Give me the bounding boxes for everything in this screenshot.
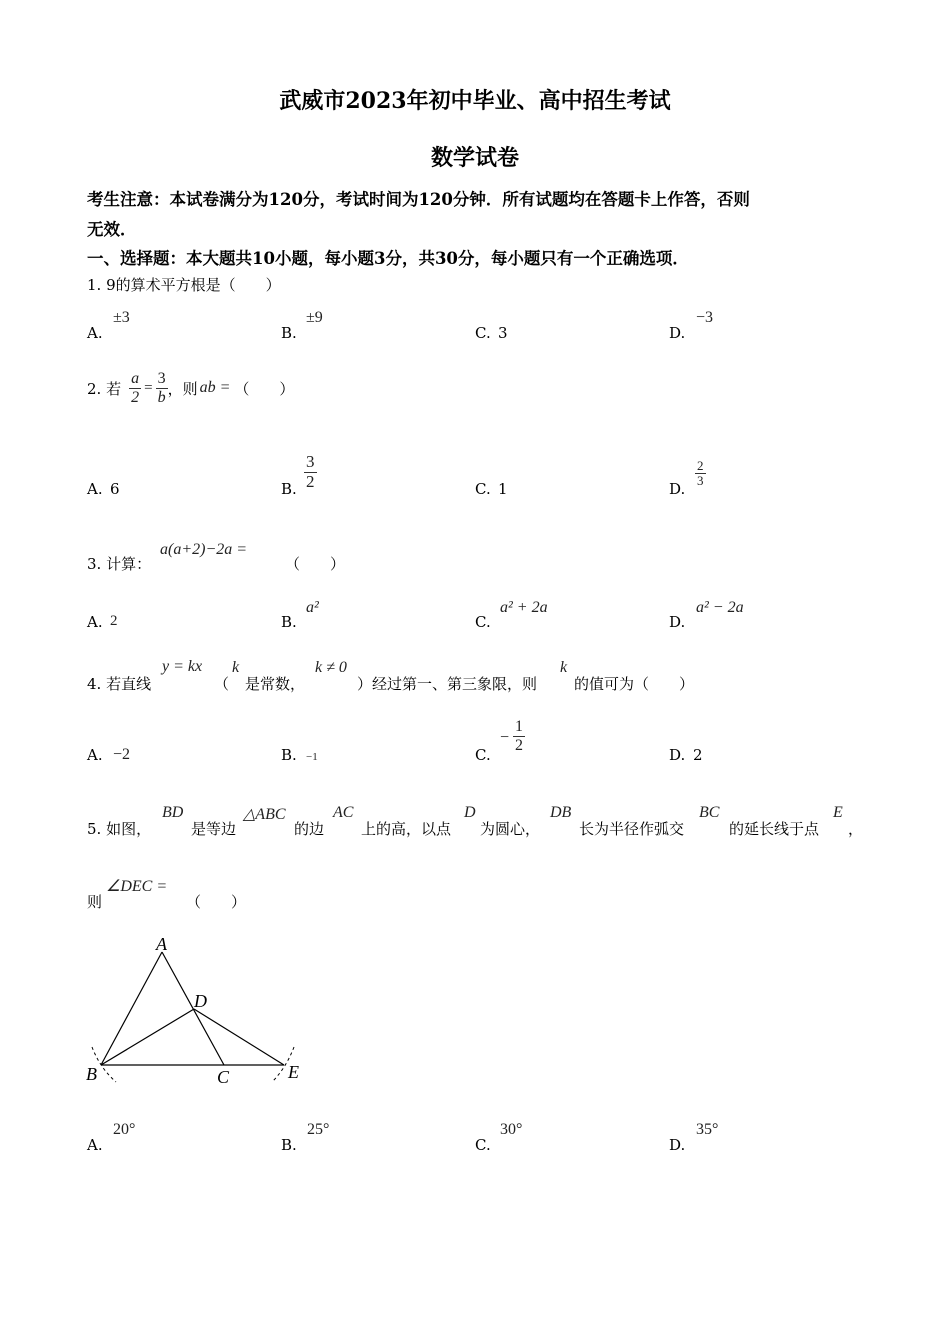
- q5-option-b-value: 25°: [307, 1121, 330, 1138]
- q2-frac1-denominator: 2: [131, 388, 140, 406]
- section-heading: 一、选择题：本大题共10小题，每小题3分，共30分，每小题只有一个正确选项．: [87, 249, 689, 268]
- q5-option-b-label: B.: [281, 1136, 297, 1154]
- q4-option-c-sign: −: [500, 729, 510, 746]
- q4-option-c-fraction: [513, 718, 525, 754]
- q3-option-c-label: C.: [475, 613, 491, 631]
- q3-option-c-value: a² + 2a: [500, 599, 548, 616]
- point-label-b: B: [86, 1064, 97, 1084]
- q4-option-b-value: −1: [306, 751, 318, 763]
- q1-option-b-value: ±9: [306, 309, 323, 326]
- q5-stem-part-7: 上的高，以点: [361, 820, 452, 838]
- q5-stem-part-15: ，: [848, 820, 864, 838]
- q3-option-d-value: a² − 2a: [696, 599, 744, 616]
- segment-ab: [101, 952, 162, 1065]
- q5-option-d-label: D.: [669, 1136, 686, 1154]
- q5-segment-bd: BD: [162, 804, 184, 821]
- exam-subtitle: 数学试卷: [430, 145, 519, 171]
- q2-option-a-label: A.: [87, 480, 103, 498]
- q2-frac2-numerator: 3: [157, 370, 166, 387]
- point-label-a: A: [156, 934, 167, 954]
- q2-option-b-denominator: 2: [306, 471, 315, 491]
- q5-side-ac: AC: [333, 804, 354, 821]
- q2-stem-prefix: 2. 若: [87, 379, 122, 398]
- notice-line-1: 考生注意：本试卷满分为120分，考试时间为120分钟．所有试题均在答题卡上作答，否则: [87, 190, 750, 209]
- segment-ac: [162, 952, 224, 1065]
- q2-expression: ab =: [199, 379, 231, 397]
- q2-stem-mid: ，则: [167, 379, 198, 398]
- q2-frac1-numerator: a: [131, 370, 140, 387]
- notice-line-2: 无效．: [87, 220, 137, 239]
- q1-option-d-label: D.: [669, 324, 686, 342]
- segment-de: [194, 1009, 284, 1065]
- point-label-e: E: [288, 1062, 299, 1082]
- q5-line2-prefix: 则: [87, 893, 103, 911]
- q5-point-d: D: [464, 804, 476, 821]
- q5-option-d-value: 35°: [696, 1121, 719, 1138]
- point-label-c: C: [217, 1067, 230, 1087]
- q4-stem-part-5: 是常数，: [245, 675, 306, 693]
- q4-option-a-value: −2: [113, 746, 131, 763]
- q2-fraction-3-over-b: [156, 370, 168, 406]
- q4-line-equation: y = kx: [162, 658, 203, 675]
- q4-k-variable-2: k: [560, 659, 568, 676]
- q2-option-d-numerator: 2: [697, 458, 704, 473]
- q4-stem-part-9: 的值可为（ ）: [574, 675, 695, 693]
- q2-option-d-label: D.: [669, 480, 686, 498]
- q2-option-d-denominator: 3: [697, 473, 704, 489]
- q1-option-c-value: 3: [498, 324, 508, 342]
- q3-option-a-value: 2: [110, 613, 118, 629]
- q1-option-c-label: C.: [475, 324, 491, 342]
- q5-line-bc: BC: [699, 804, 720, 821]
- q1-option-a-value: ±3: [113, 309, 130, 326]
- q5-option-a-value: 20°: [113, 1121, 136, 1138]
- q2-equals-sign: =: [144, 379, 153, 396]
- q3-option-a-label: A.: [87, 613, 103, 631]
- q5-line2-suffix: （ ）: [186, 893, 247, 911]
- q4-option-a-label: A.: [87, 746, 103, 764]
- q4-stem-part-7: ）经过第一、第三象限，则: [357, 675, 538, 693]
- q3-expression: a(a+2)−2a =: [160, 541, 248, 558]
- q3-stem-suffix: （ ）: [285, 555, 346, 573]
- q5-stem-part-5: 的边: [294, 820, 325, 838]
- q5-option-a-label: A.: [87, 1136, 103, 1154]
- q5-stem-part-13: 的延长线于点: [729, 820, 820, 838]
- q4-k-variable-1: k: [232, 659, 240, 676]
- q5-stem-part-3: 是等边: [191, 820, 237, 838]
- q5-point-e: E: [833, 804, 843, 821]
- question-2-stem: [87, 370, 294, 406]
- q2-option-d-fraction: [695, 459, 706, 489]
- q4-option-d-label: D.: [669, 746, 686, 764]
- q5-angle-dec: ∠DEC =: [106, 878, 168, 895]
- q3-option-b-value: a²: [306, 599, 319, 616]
- q4-option-c-denominator: 2: [515, 736, 523, 754]
- q5-stem-part-1: 5. 如图，: [87, 820, 152, 838]
- q2-option-c-value: 1: [498, 480, 508, 498]
- q2-frac2-denominator: b: [157, 388, 166, 406]
- q5-segment-db: DB: [550, 804, 572, 821]
- segment-bd: [101, 1009, 194, 1065]
- q2-fraction-a-over-2: [129, 370, 141, 406]
- q2-option-b-numerator: 3: [306, 452, 315, 471]
- q2-option-a-value: 6: [110, 480, 120, 498]
- exam-title: 武威市2023年初中毕业、高中招生考试: [279, 88, 671, 114]
- question-1-stem: 1. 9的算术平方根是（ ）: [87, 276, 281, 294]
- q5-triangle-abc: △ABC: [243, 806, 286, 823]
- q4-option-c-label: C.: [475, 746, 491, 764]
- q4-option-d-value: 2: [693, 746, 703, 764]
- q5-option-c-label: C.: [475, 1136, 491, 1154]
- q4-stem-part-1: 4. 若直线: [87, 675, 152, 693]
- q4-k-nonzero: k ≠ 0: [315, 659, 347, 676]
- q4-option-c-numerator: 1: [515, 718, 523, 735]
- q3-option-b-label: B.: [281, 613, 297, 631]
- q3-stem-prefix: 3. 计算：: [87, 555, 152, 573]
- point-label-d: D: [194, 991, 207, 1011]
- q2-stem-suffix: （ ）: [234, 379, 295, 398]
- q4-option-b-label: B.: [281, 746, 297, 764]
- q5-triangle-figure: [80, 930, 320, 1095]
- q5-option-c-value: 30°: [500, 1121, 523, 1138]
- q1-option-b-label: B.: [281, 324, 297, 342]
- q2-option-c-label: C.: [475, 480, 491, 498]
- q4-stem-part-3: （: [214, 675, 230, 693]
- q2-option-b-fraction: [304, 453, 317, 491]
- q3-option-d-label: D.: [669, 613, 686, 631]
- q2-option-b-label: B.: [281, 480, 297, 498]
- q5-stem-part-11: 长为半径作弧交: [579, 820, 685, 838]
- q1-option-d-value: −3: [696, 309, 714, 326]
- q5-stem-part-9: 为圆心，: [480, 820, 541, 838]
- q1-option-a-label: A.: [87, 324, 103, 342]
